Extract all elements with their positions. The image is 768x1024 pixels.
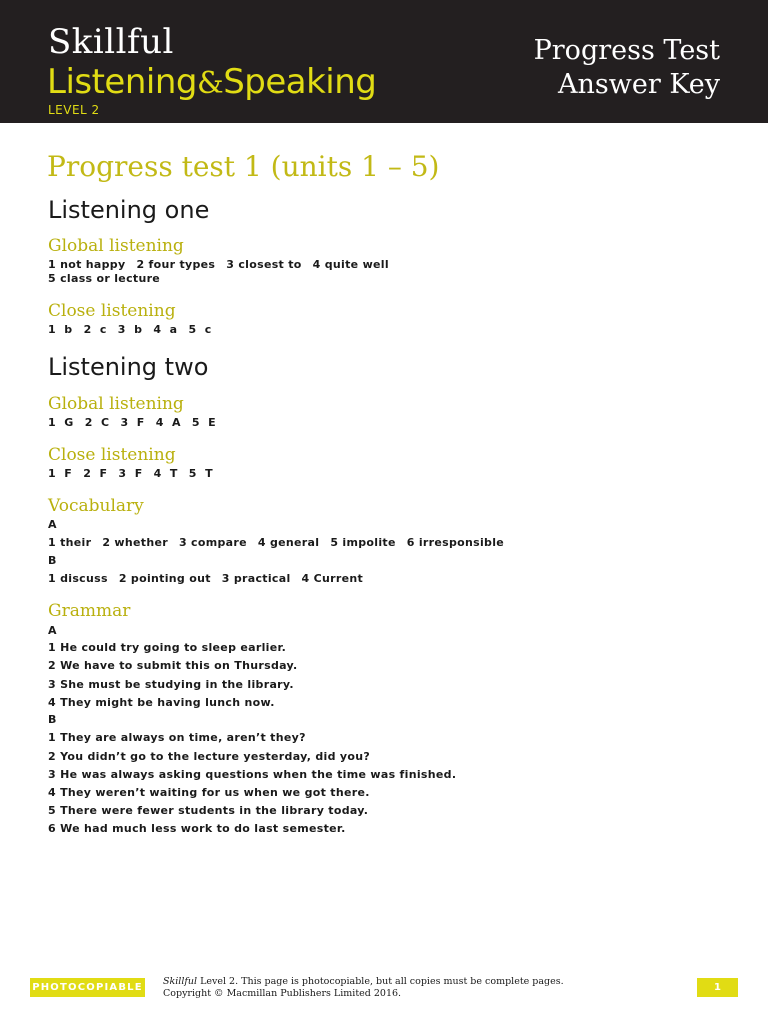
subheading-close-listening-2: Close listening: [48, 445, 176, 465]
answer-item: 2 whether: [102, 536, 168, 549]
answer-line: [48, 321, 223, 339]
answer-item: 5 E: [191, 416, 219, 429]
part-label: A: [48, 518, 57, 531]
subheading-grammar: Grammar: [48, 601, 131, 621]
answer-line: 3 She must be studying in the library.: [48, 678, 294, 691]
answer-item: 4 Current: [301, 572, 364, 585]
answer-item: 5 T: [188, 467, 215, 480]
answer-line: [48, 570, 374, 588]
answer-item: 2 four types: [136, 258, 216, 271]
answer-line: 4 They might be having lunch now.: [48, 696, 275, 709]
answer-line: 3 He was always asking questions when the time was finished.: [48, 768, 457, 781]
footer-line2: Copyright © Macmillan Publishers Limited 2016.: [163, 988, 402, 999]
answer-item: 5 c: [188, 323, 214, 336]
subheading-global-listening-1: Global listening: [48, 236, 184, 256]
answer-item: 4 quite well: [312, 258, 389, 271]
page-header: [0, 0, 768, 123]
answer-line: 6 We had much less work to do last semester.: [48, 822, 346, 835]
answer-line: 2 You didn’t go to the lecture yesterday, did you?: [48, 750, 371, 763]
answer-item: 2 c: [83, 323, 109, 336]
answer-item: 3 compare: [178, 536, 247, 549]
part-label: B: [48, 554, 57, 567]
brand-speaking: Speaking: [223, 62, 377, 102]
answer-item: 3 F: [118, 467, 145, 480]
answer-item: 5 impolite: [330, 536, 396, 549]
answer-item: 6 irresponsible: [406, 536, 505, 549]
part-label: A: [48, 624, 57, 637]
answer-line: 1 He could try going to sleep earlier.: [48, 641, 287, 654]
footer-line1: [163, 976, 663, 988]
answer-line: [48, 465, 224, 483]
answer-line: 2 We have to submit this on Thursday.: [48, 659, 298, 672]
section-heading-listening-one: Listening one: [48, 196, 210, 224]
answer-line: 1 They are always on time, aren’t they?: [48, 731, 306, 744]
answer-line: [48, 534, 515, 552]
answer-line: 4 They weren’t waiting for us when we got there.: [48, 786, 370, 799]
answer-item: 3 F: [120, 416, 147, 429]
header-title: [534, 34, 720, 102]
brand-listening: Listening: [47, 62, 197, 102]
answer-line: [48, 414, 227, 432]
answer-item: 4 general: [257, 536, 320, 549]
brand-listening-speaking: [47, 62, 376, 104]
answer-item: 3 b: [117, 323, 145, 336]
answer-item: 1 b: [48, 323, 75, 336]
photocopiable-badge: PHOTOCOPIABLE: [30, 978, 145, 997]
footer-brand: Skillful: [163, 976, 198, 987]
subheading-global-listening-2: Global listening: [48, 394, 184, 414]
page-number: 1: [697, 978, 738, 997]
part-label: B: [48, 713, 57, 726]
answer-item: 1 G: [48, 416, 76, 429]
brand-skillful: Skillful: [48, 22, 174, 62]
brand-level: LEVEL 2: [48, 103, 100, 117]
answer-item: 2 pointing out: [118, 572, 211, 585]
answer-item: 4 T: [153, 467, 180, 480]
answer-item: 1 their: [48, 536, 92, 549]
answer-item: 4 A: [155, 416, 183, 429]
answer-item: 4 a: [153, 323, 180, 336]
subheading-vocabulary: Vocabulary: [48, 496, 144, 516]
answer-item: 2 F: [83, 467, 110, 480]
header-title-line1: Progress Test: [533, 35, 720, 66]
answer-item: 2 C: [84, 416, 112, 429]
answer-item: 1 not happy: [48, 258, 126, 271]
footer-line1-text: Level 2. This page is photocopiable, but all copies must be complete pages.: [197, 976, 564, 987]
answer-line: 5 class or lecture: [48, 272, 161, 285]
brand-ampersand: &: [196, 66, 224, 101]
answer-item: 1 discuss: [48, 572, 108, 585]
section-heading-listening-two: Listening two: [48, 353, 209, 381]
footer-copyright: [163, 976, 663, 1000]
subheading-close-listening-1: Close listening: [48, 301, 176, 321]
answer-item: 1 F: [48, 467, 75, 480]
answer-item: 3 closest to: [226, 258, 302, 271]
answer-line: 5 There were fewer students in the library today.: [48, 804, 369, 817]
page-title: Progress test 1 (units 1 – 5): [47, 150, 440, 183]
header-title-line2: Answer Key: [558, 69, 720, 100]
answer-item: 3 practical: [221, 572, 291, 585]
